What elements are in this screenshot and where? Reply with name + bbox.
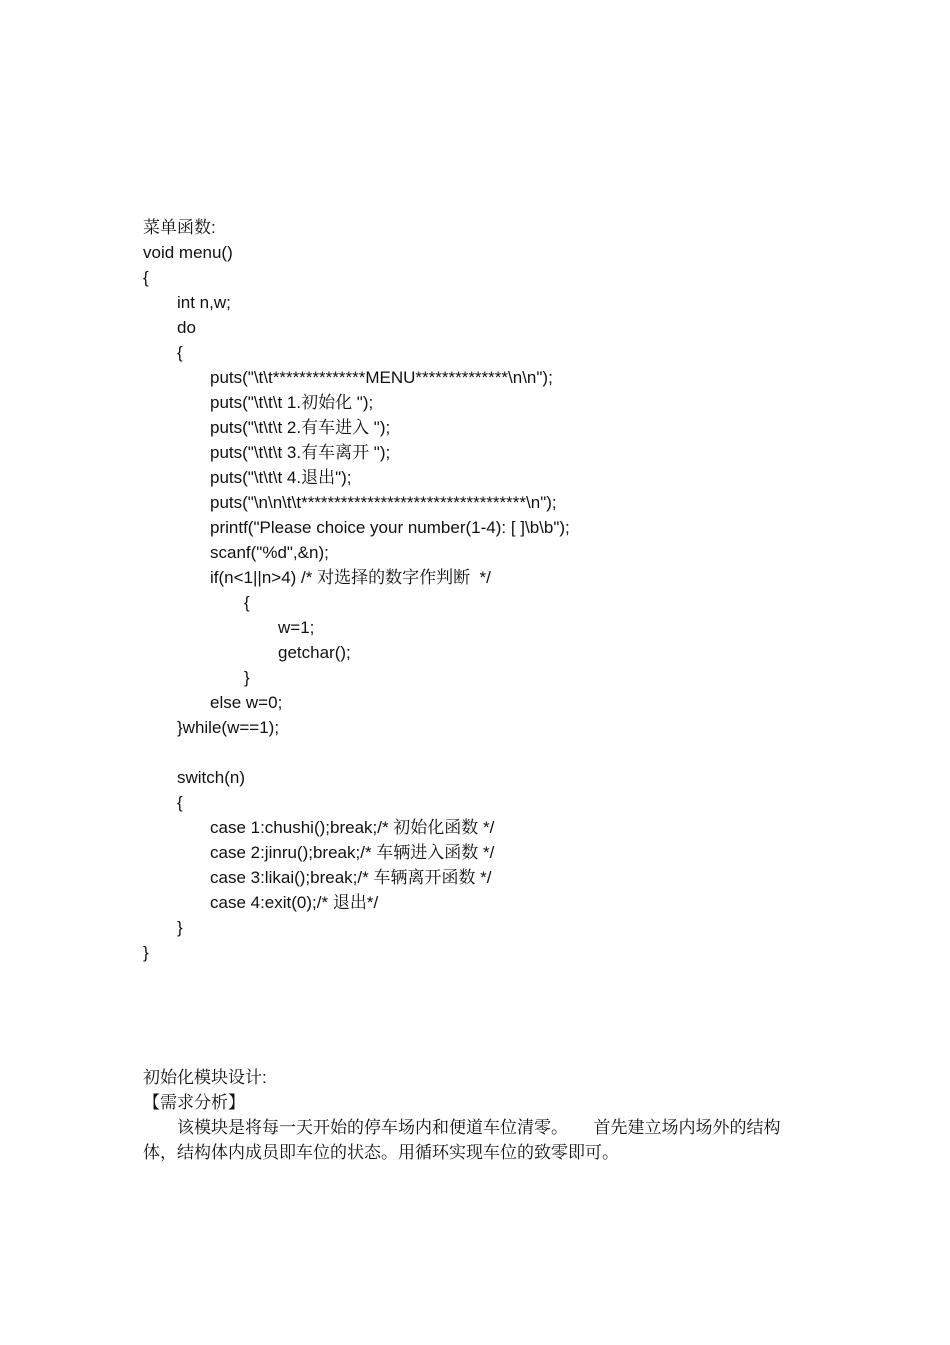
menu-code-listing: [143, 240, 843, 965]
init-module-section: [143, 1065, 803, 1165]
code-line: }while(w==1);: [177, 718, 280, 737]
code-line: void menu(): [143, 243, 233, 262]
code-line: case 2:jinru();break;/* 车辆进入函数 */: [210, 843, 495, 862]
code-line: w=1;: [278, 618, 315, 637]
code-line: puts("\t\t**************MENU**************\n\n");: [210, 368, 553, 387]
code-line: puts("\n\n\t\t**********************************\n");: [210, 493, 557, 512]
code-line: }: [143, 943, 149, 962]
code-line: {: [177, 343, 183, 362]
code-line: {: [177, 793, 183, 812]
code-line: int n,w;: [177, 293, 231, 312]
code-line: }: [244, 668, 250, 687]
code-line: case 1:chushi();break;/* 初始化函数 */: [210, 818, 495, 837]
code-line: puts("\t\t\t 2.有车进入 ");: [210, 418, 391, 437]
code-line: case 3:likai();break;/* 车辆离开函数 */: [210, 868, 492, 887]
init-section-title: 初始化模块设计:: [143, 1068, 267, 1087]
code-line: puts("\t\t\t 1.初始化 ");: [210, 393, 374, 412]
code-line: scanf("%d",&n);: [210, 543, 329, 562]
code-line: getchar();: [278, 643, 351, 662]
code-line: [143, 740, 843, 765]
code-line: case 4:exit(0);/* 退出*/: [210, 893, 379, 912]
code-line: puts("\t\t\t 4.退出");: [210, 468, 352, 487]
code-line: puts("\t\t\t 3.有车离开 ");: [210, 443, 391, 462]
requirement-analysis-heading: 【需求分析】: [143, 1093, 245, 1112]
code-line: switch(n): [177, 768, 246, 787]
code-line: else w=0;: [210, 693, 283, 712]
code-line: {: [244, 593, 250, 612]
code-line: do: [177, 318, 196, 337]
code-line: {: [143, 268, 149, 287]
code-line: if(n<1||n>4) /* 对选择的数字作判断 */: [210, 568, 491, 587]
menu-section-title: 菜单函数:: [143, 218, 216, 237]
menu-function-block: [143, 215, 843, 965]
requirement-analysis-paragraph: 该模块是将每一天开始的停车场内和便道车位清零。 首先建立场内场外的结构体，结构体内成员即车位的状态。用循环实现车位的致零即可。: [143, 1118, 781, 1162]
code-line: printf("Please choice your number(1-4): [ ]\b\b");: [210, 518, 570, 537]
code-line: }: [177, 918, 183, 937]
